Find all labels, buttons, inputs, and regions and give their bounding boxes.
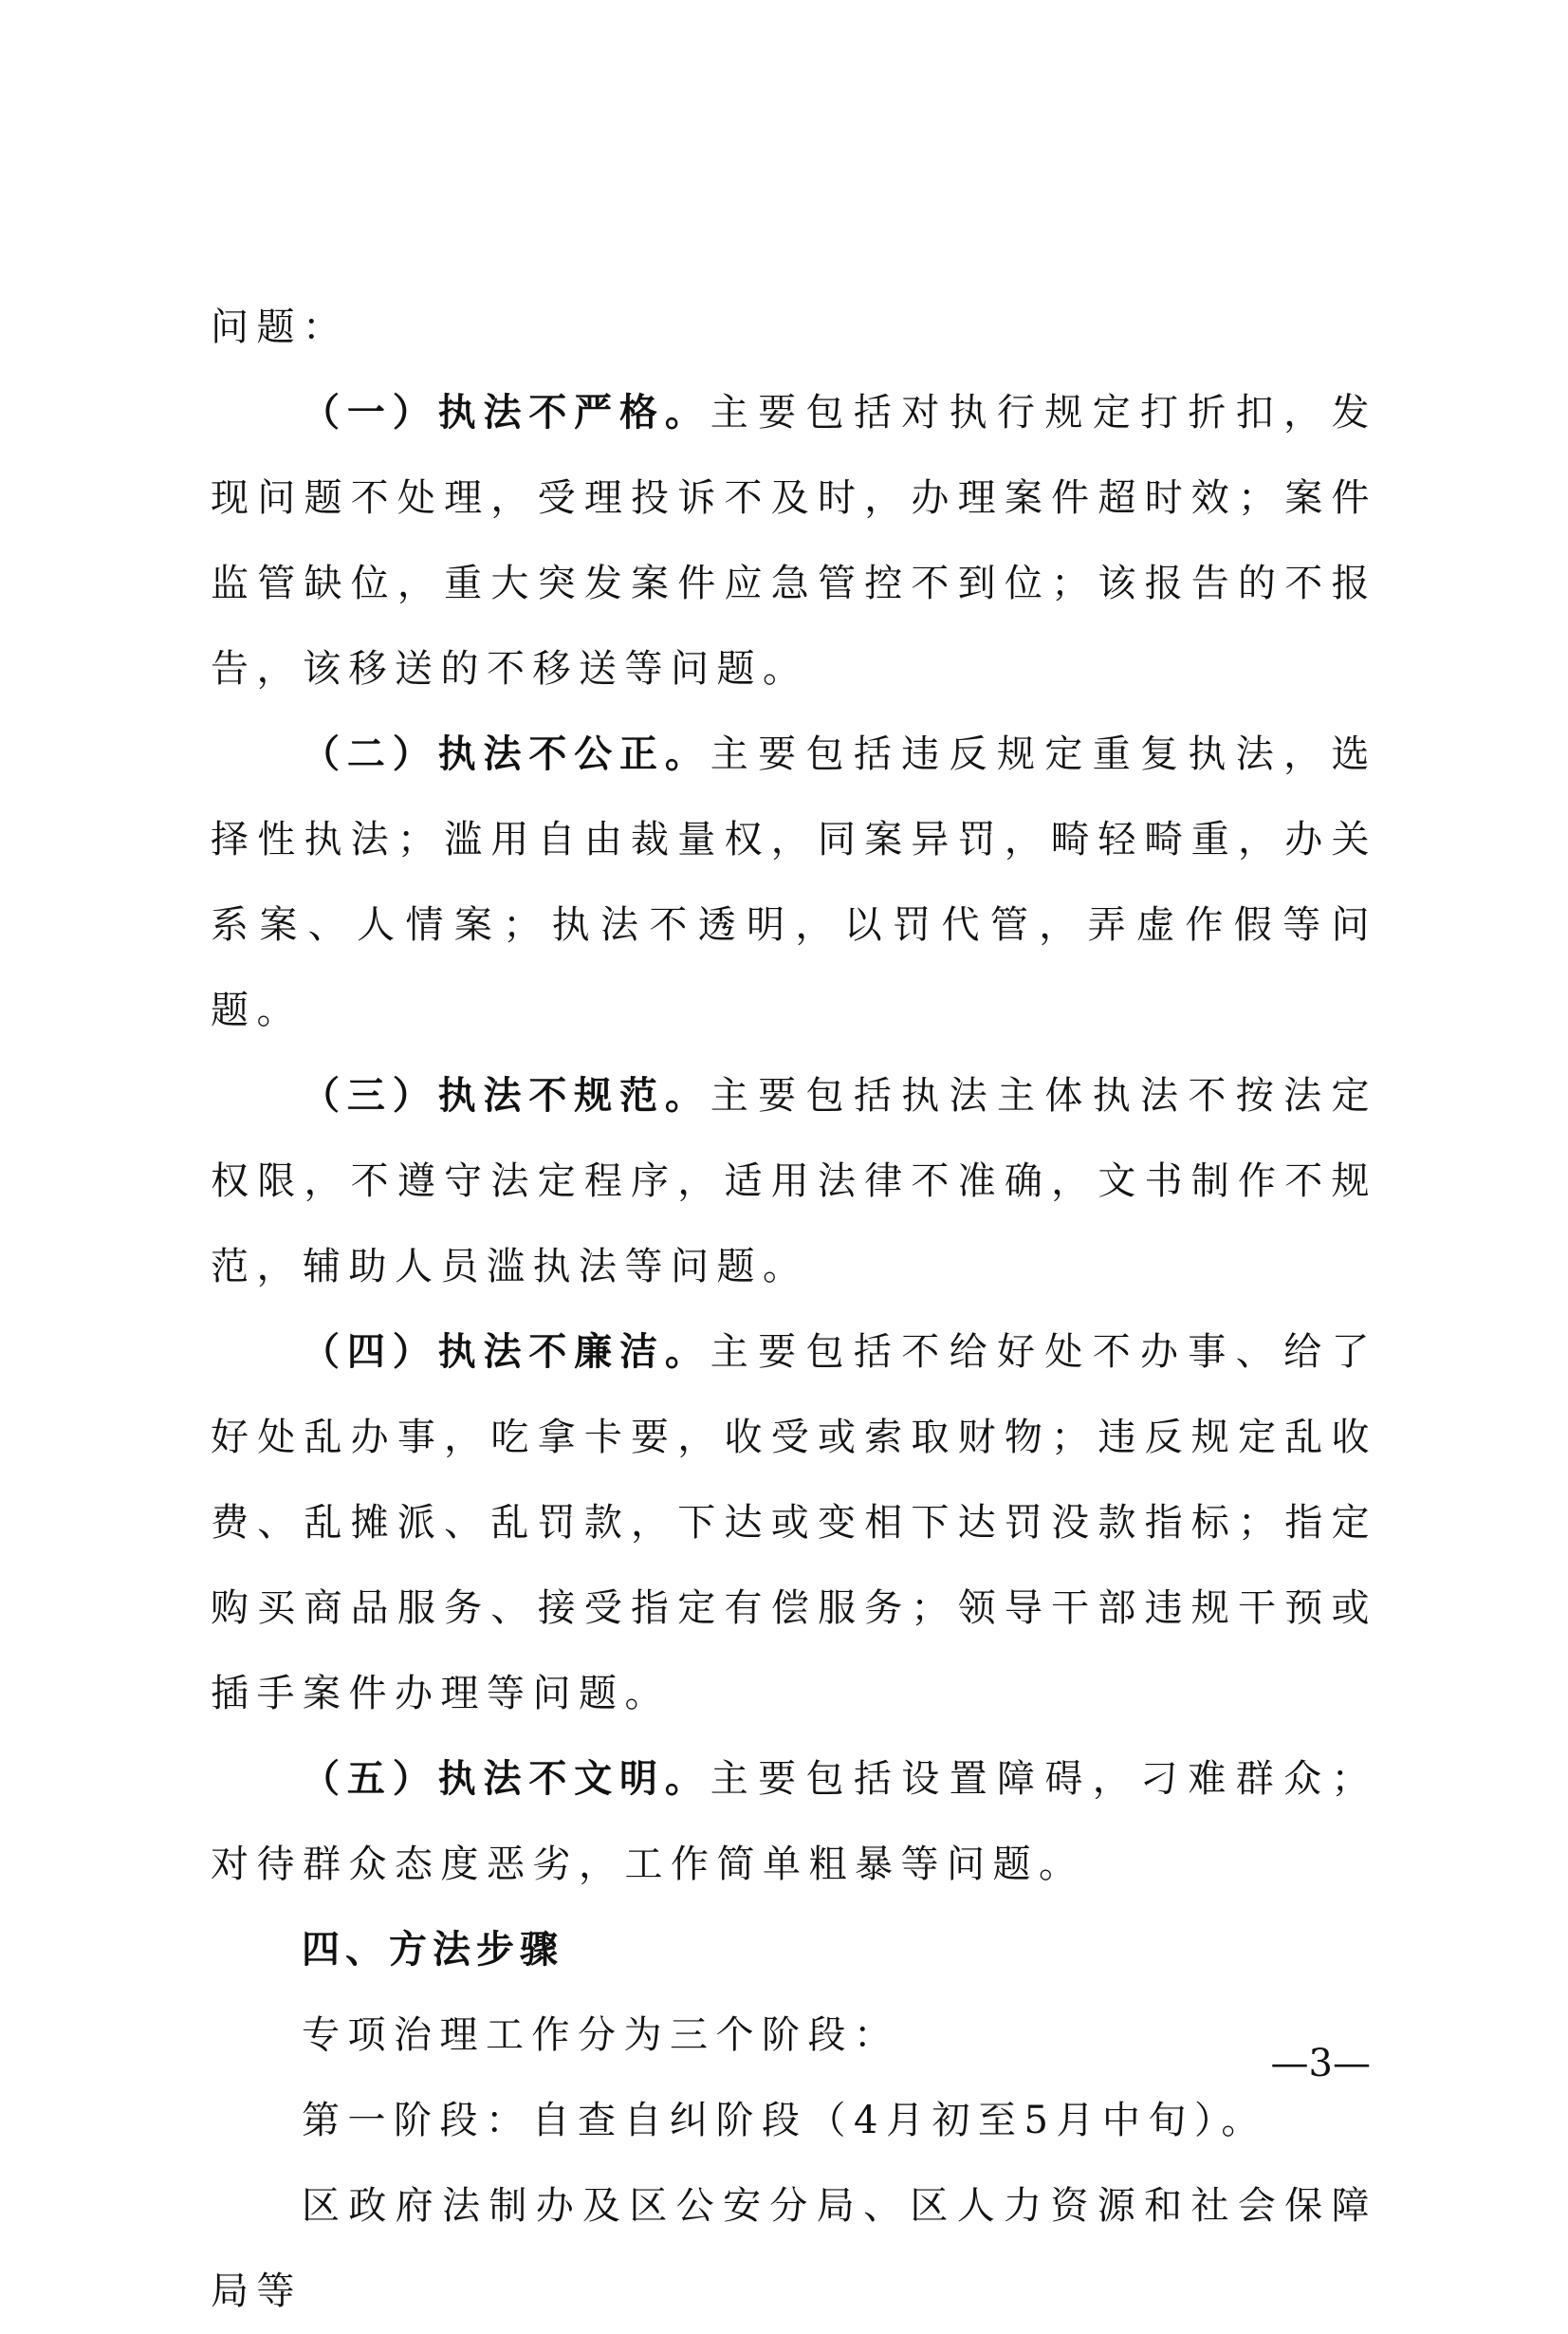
section-intro: 专项治理工作分为三个阶段： <box>302 2013 900 2057</box>
item-text-5: 主要包括设置障碍，刁难群众；对待群众态度恶劣，工作简单粗暴等问题。 <box>211 1757 1378 1886</box>
last-paragraph: 区政府法制办及区公安分局、区人力资源和社会保障局等 <box>211 2184 1377 2313</box>
item-heading-4: （四）执法不廉洁。 <box>302 1330 710 1374</box>
page-number: —3— <box>1270 2042 1371 2085</box>
item-paragraph-2 <box>211 712 1377 1053</box>
stage-one-line: 第一阶段：自查自纠阶段（4月初至5月中旬）。 <box>302 2099 1267 2142</box>
item-text-4: 主要包括不给好处不办事、给了好处乱办事，吃拿卡要，收受或索取财物；违反规定乱收费、乱摊派、乱罚款，下达或变相下达罚没款指标；指定购买商品服务、接受指定有偿服务；领导干部违规干预或插手案件办理等问题。 <box>211 1330 1378 1715</box>
document-body <box>211 285 1377 2334</box>
item-paragraph-4 <box>211 1309 1377 1736</box>
continuation-line: 问题： <box>211 306 349 349</box>
item-text-2: 主要包括违反规定重复执法，选择性执法；滥用自由裁量权，同案异罚，畸轻畸重，办关系案、人情案；执法不透明，以罚代管，弄虚作假等问题。 <box>211 732 1378 1032</box>
item-text-1: 主要包括对执行规定打折扣，发现问题不处理，受理投诉不及时，办理案件超时效；案件监管缺位，重大突发案件应急管控不到位；该报告的不报告，该移送的不移送等问题。 <box>211 391 1378 691</box>
item-heading-3: （三）执法不规范。 <box>302 1074 710 1118</box>
item-heading-5: （五）执法不文明。 <box>302 1757 710 1801</box>
item-paragraph-3 <box>211 1053 1377 1309</box>
section-heading: 四、方法步骤 <box>302 1928 563 1972</box>
item-paragraph-1 <box>211 370 1377 712</box>
item-heading-1: （一）执法不严格。 <box>302 391 710 435</box>
item-text-3: 主要包括执法主体执法不按法定权限，不遵守法定程序，适用法律不准确，文书制作不规范，辅助人员滥执法等问题。 <box>211 1074 1378 1288</box>
item-heading-2: （二）执法不公正。 <box>302 732 710 776</box>
item-paragraph-5 <box>211 1736 1377 1907</box>
